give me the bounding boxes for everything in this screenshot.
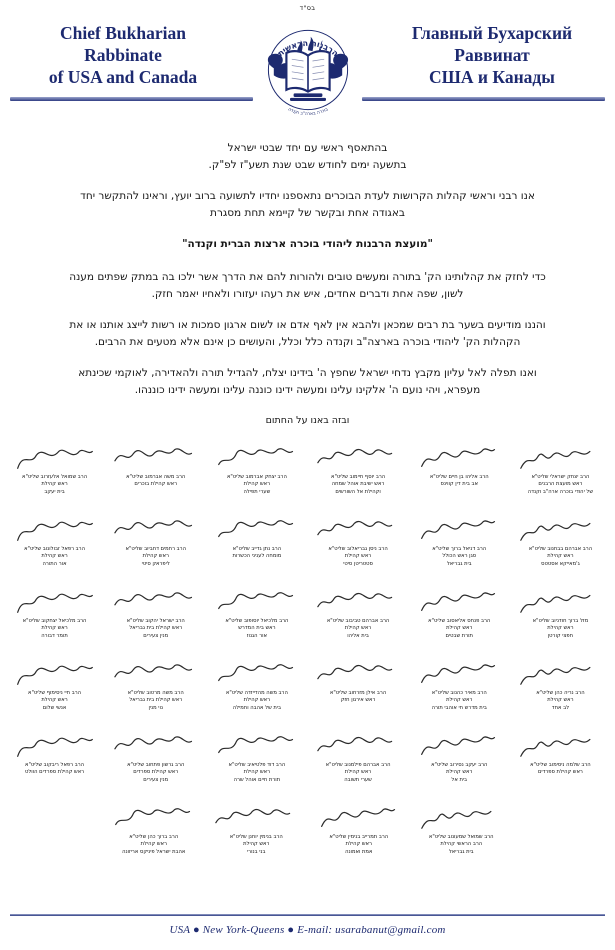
signatory-congregation: מנין צעירים bbox=[143, 776, 169, 783]
handwritten-signature bbox=[411, 510, 508, 544]
signatory-role: ראש אירגון חזק bbox=[340, 697, 376, 704]
signatory-role: ראש קהילת bbox=[547, 553, 574, 560]
signatory-congregation: חפצי קורטן bbox=[547, 632, 574, 639]
handwritten-signature bbox=[107, 582, 204, 616]
header-title-russian-line-1: Главный Бухарский bbox=[411, 23, 573, 43]
signatory-role: ראש קהילת bbox=[547, 697, 574, 704]
signature-caption bbox=[208, 618, 305, 640]
signature-block bbox=[4, 510, 105, 580]
signature-block bbox=[510, 582, 611, 652]
signatory-name: הרב רחמים דחביוב שליט"א bbox=[125, 546, 186, 552]
signature-caption bbox=[105, 834, 204, 856]
header-title-russian bbox=[377, 22, 607, 88]
footer-contact-text: USA ● New York-Queens ● E-mail: usarabanut@gmail.com bbox=[169, 924, 446, 936]
signature-block bbox=[206, 654, 307, 724]
signatory-role: ראש קהילת בוכרים bbox=[134, 481, 178, 488]
handwritten-signature bbox=[309, 582, 406, 616]
signatory-role: ראש קהילת בית גבריאל bbox=[129, 697, 183, 704]
signatory-congregation: אור התורה bbox=[42, 560, 67, 567]
signatory-name: הרב אברהם פילמנוב שליט"א bbox=[325, 762, 391, 768]
handwritten-signature bbox=[208, 510, 305, 544]
handwritten-signature bbox=[411, 438, 508, 472]
signature-caption bbox=[411, 474, 508, 489]
signatory-name: הרב רפאל זבולונוב שליט"א bbox=[24, 546, 86, 552]
signature-row bbox=[4, 726, 611, 796]
handwritten-signature bbox=[107, 438, 204, 472]
signature-caption bbox=[309, 618, 406, 640]
signatory-name: הרב חיי ניסימוף שליט"א bbox=[28, 690, 82, 696]
signatory-name: הרב נריה כהן שליט"א bbox=[536, 690, 585, 696]
handwritten-signature bbox=[412, 798, 511, 832]
signatory-congregation: אנשי שלום bbox=[42, 704, 67, 711]
signatory-role: הרב הראשי קהילת bbox=[440, 841, 483, 848]
signatory-role: ראש קהילת bbox=[243, 697, 271, 704]
seal-bottom-text: בוכרה בארה"ב וקנדה bbox=[286, 107, 329, 118]
signatory-name: הרב מלכיאל יצחקוב שליט"א bbox=[22, 618, 87, 624]
signature-block bbox=[4, 582, 105, 652]
handwritten-signature bbox=[310, 798, 409, 832]
organization-name: "מועצת הרבנות ליהודי בוכרה ארצות הברית וקנדה" bbox=[182, 238, 433, 250]
signatory-congregation: וקהילת אל השורשים bbox=[335, 488, 381, 495]
signatory-name: הרב שלמה ניסימוב שליט"א bbox=[530, 762, 591, 768]
svg-text:בוכרה בארה"ב וקנדה bbox=[286, 107, 329, 117]
signatory-congregation: תורת חיים אוהל שרה bbox=[233, 776, 281, 783]
signatory-role: ראש קהילת bbox=[142, 553, 169, 560]
header-title-english-line-1: Chief Bukharian bbox=[60, 23, 186, 43]
signature-caption bbox=[309, 546, 406, 568]
handwritten-signature bbox=[208, 726, 305, 760]
signatory-role: ראש קהילת bbox=[344, 553, 372, 560]
signature-block bbox=[409, 438, 510, 508]
signatory-congregation: לב אחד bbox=[551, 704, 570, 711]
handwritten-signature bbox=[411, 726, 508, 760]
signature-caption bbox=[411, 618, 508, 640]
header-divider-right bbox=[362, 97, 605, 101]
signature-caption bbox=[6, 546, 103, 568]
signature-caption bbox=[512, 474, 609, 496]
signatory-congregation: בית אליהו bbox=[347, 632, 369, 639]
signatory-name: הרב דוד פלטיאיב שליט"א bbox=[228, 762, 286, 768]
signatory-role: סגן ראש הכולל bbox=[442, 553, 477, 560]
signature-caption bbox=[512, 618, 609, 640]
signature-block bbox=[105, 654, 206, 724]
signatory-role: ראש ישיבת אוהל שמחה bbox=[331, 481, 385, 488]
signatory-congregation: אהבת ישראל פיניקס אריזונה bbox=[122, 848, 186, 855]
handwritten-signature bbox=[107, 654, 204, 688]
signatory-congregation: אמת ואמונה bbox=[345, 848, 373, 855]
signature-grid bbox=[0, 432, 615, 868]
signature-block bbox=[105, 438, 206, 508]
signature-caption bbox=[207, 834, 306, 856]
signature-block bbox=[409, 510, 510, 580]
signature-caption bbox=[6, 762, 103, 777]
letterhead-footer bbox=[0, 914, 615, 936]
signatory-congregation: בית אל bbox=[451, 776, 468, 783]
signatory-congregation: סטטריטן סיטי bbox=[343, 560, 373, 567]
signatory-name: הרב פנחס אליאסוב שליט"א bbox=[428, 618, 491, 624]
signature-caption bbox=[310, 834, 409, 856]
signatory-name: מזל ברוך חודניוב שליט"א bbox=[532, 618, 589, 624]
signatory-name: הרב ברוך כהן שליט"א bbox=[129, 834, 179, 840]
handwritten-signature bbox=[105, 798, 204, 832]
signature-block bbox=[4, 438, 105, 508]
signature-block bbox=[410, 798, 513, 868]
signature-block bbox=[308, 798, 411, 868]
signatory-congregation: של יהודי בוכרה ארה"ב וקנדה bbox=[527, 488, 594, 495]
signatory-name: הרב מאיר כהנוב שליט"א bbox=[431, 690, 487, 696]
signature-block bbox=[510, 726, 611, 796]
handwritten-signature bbox=[512, 510, 609, 544]
body-paragraph-5: והננו מודיעים בשער בת רבים שמכאן ולהבא אין לאף אדם או לשום ארגון סמכות או רשות לייצג אותנו או את הקהלות הק' ליהודי בוכרה בארצה"ב וקנדה כלל וכלל, והעושים כן אינם אלא מטעים את הרבים. bbox=[69, 319, 546, 348]
signatory-congregation: אור הגנוז bbox=[246, 632, 268, 639]
signatory-congregation: תומר דבורה bbox=[41, 632, 68, 639]
signatory-congregation: נוי מנין bbox=[148, 704, 163, 711]
handwritten-signature bbox=[309, 726, 406, 760]
signature-block bbox=[206, 582, 307, 652]
signature-caption bbox=[107, 474, 204, 489]
signatory-name: הרב נתן גדייב שליט"א bbox=[232, 546, 282, 552]
signature-block bbox=[307, 510, 408, 580]
signature-block bbox=[409, 654, 510, 724]
signature-caption bbox=[412, 834, 511, 856]
signatory-role: ראש קהילת bbox=[243, 769, 271, 776]
signatory-role: ראש קהילת בית גבריאל bbox=[129, 625, 183, 632]
handwritten-signature bbox=[411, 582, 508, 616]
seal-top-text: הרבנות הראשית bbox=[274, 37, 341, 59]
signature-caption bbox=[6, 618, 103, 640]
handwritten-signature bbox=[6, 510, 103, 544]
handwritten-signature bbox=[208, 654, 305, 688]
signatory-congregation: בית גבריאל bbox=[446, 560, 472, 567]
signatory-role: ראש קהילת ספרדים הוולט bbox=[25, 769, 85, 776]
handwritten-signature bbox=[6, 438, 103, 472]
bsd-marking: בס"ד bbox=[299, 4, 316, 12]
handwritten-signature bbox=[107, 726, 204, 760]
header-title-english bbox=[8, 22, 238, 88]
signatory-congregation: בית מדרש חי אוהבי תורה bbox=[431, 704, 487, 711]
signature-block bbox=[510, 510, 611, 580]
signatory-role: ראש קהילת bbox=[41, 481, 68, 488]
signatory-name: הרב גרשון פתחוב שליט"א bbox=[127, 762, 185, 768]
signature-caption bbox=[512, 546, 609, 568]
signatory-congregation: בית גבריאל bbox=[448, 848, 474, 855]
signatory-name: הרב דניאל ברוך שליט"א bbox=[432, 546, 487, 552]
signature-caption bbox=[208, 474, 305, 496]
handwritten-signature bbox=[309, 654, 406, 688]
signatory-name: הרב יצחק ישראלי שליט"א bbox=[531, 474, 590, 480]
signatory-role: ראש קהילת bbox=[41, 553, 68, 560]
signatory-role: ראש קהילת ספרדים bbox=[537, 769, 583, 776]
signatory-role: ראש קהילת bbox=[140, 841, 167, 848]
signatory-name: הרב בנימין יוחנן שליט"א bbox=[229, 834, 283, 840]
signature-block bbox=[206, 726, 307, 796]
signature-caption bbox=[107, 618, 204, 640]
signature-row bbox=[4, 798, 611, 868]
signature-block bbox=[105, 726, 206, 796]
signatory-congregation: ליפראק סיטי bbox=[141, 560, 170, 567]
signatory-congregation: שערי תשובה bbox=[344, 776, 372, 783]
signatory-name: הרב תמרייב בנימין שליט"א bbox=[329, 834, 389, 840]
handwritten-signature bbox=[107, 510, 204, 544]
signature-block bbox=[307, 654, 408, 724]
handwritten-signature bbox=[208, 438, 305, 472]
signature-caption bbox=[309, 762, 406, 784]
signature-block bbox=[510, 654, 611, 724]
signatory-name: הרב שמואל שמעונוב שליט"א bbox=[428, 834, 494, 840]
handwritten-signature bbox=[512, 582, 609, 616]
signature-block bbox=[4, 654, 105, 724]
handwritten-signature bbox=[512, 654, 609, 688]
signature-block bbox=[105, 510, 206, 580]
signature-block bbox=[4, 726, 105, 796]
signatory-name: הרב מלכיאל יוסופוב שליט"א bbox=[225, 618, 289, 624]
signatory-role: ראש מועצת הרבנים bbox=[538, 481, 583, 488]
signatory-name: הרב אברהם טביבוב שליט"א bbox=[326, 618, 390, 624]
signatory-role: ראש קהילת bbox=[243, 481, 271, 488]
signature-caption bbox=[309, 690, 406, 705]
handwritten-signature bbox=[411, 654, 508, 688]
document-body bbox=[0, 118, 615, 426]
signatory-congregation: בני בנורי bbox=[247, 848, 266, 855]
signatory-name: הרב יצחק אברמוב שליט"א bbox=[226, 474, 287, 480]
signatory-name: הרב משה מהדייזדה שליט"א bbox=[225, 690, 288, 696]
signatory-role: ראש קהילת bbox=[344, 625, 372, 632]
handwritten-signature bbox=[208, 582, 305, 616]
signature-caption bbox=[309, 474, 406, 496]
signatory-role: ראש קהילת bbox=[344, 769, 372, 776]
signatory-name: הרב אליהו בן חיים שליט"א bbox=[429, 474, 489, 480]
handwritten-signature bbox=[309, 438, 406, 472]
signature-block bbox=[409, 582, 510, 652]
signature-block bbox=[103, 798, 206, 868]
body-paragraph-6: ואנו תפלה לאל עליון מקבץ נדחי ישראל שחפץ ה' בידינו יצלח, להגדיל תורה ולהאדירה, לאוקמי שכינתא מעפרא, ויהי נועם ה' אלקינו עלינו ומעשה ידינו כוננה עלינו ומעשה ידינו כוננהו. bbox=[78, 367, 537, 396]
signatory-name: הרב משה מרטוב שליט"א bbox=[127, 690, 184, 696]
rabbinate-seal-logo bbox=[254, 16, 362, 124]
handwritten-signature bbox=[207, 798, 306, 832]
signatory-role: אב בית דין קווינס bbox=[440, 481, 478, 488]
signatory-role: ראש בית המדרש bbox=[238, 625, 276, 632]
signature-caption bbox=[411, 690, 508, 712]
signature-caption bbox=[208, 546, 305, 561]
signatory-name: הרב ישראל יהקוב שליט"א bbox=[126, 618, 185, 624]
header-title-english-line-3: of USA and Canada bbox=[48, 67, 198, 87]
signatory-role: מומחה לעניני הכשרות bbox=[232, 553, 282, 560]
signatory-role: ראש קהילת bbox=[41, 697, 68, 704]
signatory-role: ראש קהילת bbox=[345, 841, 372, 848]
signatory-congregation: שערי תפילה bbox=[243, 488, 271, 495]
signatory-name: הרב אילן מזרחוב שליט"א bbox=[329, 690, 387, 696]
signature-block bbox=[510, 438, 611, 508]
signature-caption bbox=[512, 690, 609, 712]
signatory-name: הרב יוסף חיימוב שליט"א bbox=[330, 474, 386, 480]
body-paragraph-4: כדי לחזק את קהלותינו הק' בתורה ומעשים טובים ולהורות להם את הדרך אשר ילכו בה במתק שפתים מענה לשון, שפה אחת ודברים אחדים, איש את רעהו יעזורו ולאחיו יאמר חזק. bbox=[69, 271, 546, 300]
signature-block bbox=[205, 798, 308, 868]
handwritten-signature bbox=[6, 726, 103, 760]
signatory-role: ראש קהילת bbox=[41, 625, 68, 632]
signatory-role: ראש קהילת bbox=[446, 697, 473, 704]
signature-caption bbox=[107, 762, 204, 784]
handwritten-signature bbox=[6, 582, 103, 616]
footer-divider bbox=[10, 914, 605, 916]
signature-block bbox=[105, 582, 206, 652]
signatory-role: ראש קהילת ספרדים bbox=[133, 769, 179, 776]
header-divider bbox=[0, 96, 615, 101]
signature-block bbox=[409, 726, 510, 796]
signatory-name: הרב משה אברמוב שליט"א bbox=[126, 474, 186, 480]
signature-block bbox=[307, 582, 408, 652]
signature-caption bbox=[411, 546, 508, 568]
handwritten-signature bbox=[512, 438, 609, 472]
signature-block bbox=[307, 438, 408, 508]
signatory-name: הרב אברהם בבחנוב שליט"א bbox=[528, 546, 593, 552]
signatory-congregation: ג'מאייקא אסטטס bbox=[541, 560, 580, 567]
signatory-congregation: תורת שבטים bbox=[445, 632, 473, 639]
signatory-role: ראש קהילת bbox=[547, 625, 574, 632]
handwritten-signature bbox=[512, 726, 609, 760]
signature-row bbox=[4, 654, 611, 724]
header-divider-left bbox=[10, 97, 253, 101]
signatory-congregation: מנין צעירים bbox=[143, 632, 169, 639]
signature-caption bbox=[6, 474, 103, 496]
signature-block bbox=[307, 726, 408, 796]
signatory-role: ראש קהילת bbox=[243, 841, 270, 848]
body-paragraph-2: אנו רבני וראשי קהלות הקרושות לעדת הבוכרים נתאספנו יחדיו לתשועה ברוב יועץ, וראינו להתקשר יחד באגודה אחת ובקשר של קיימא תחת מסגרת bbox=[80, 190, 535, 219]
signature-caption bbox=[411, 762, 508, 784]
signatory-congregation: בית יעקב bbox=[44, 488, 65, 495]
signature-caption bbox=[512, 762, 609, 777]
signature-caption bbox=[107, 546, 204, 568]
handwritten-signature bbox=[6, 654, 103, 688]
signatory-name: הרב ניסן גבריאלוב שליט"א bbox=[328, 546, 388, 552]
signature-block bbox=[206, 438, 307, 508]
signature-caption bbox=[208, 762, 305, 784]
signatory-name: הרב רפאל ריבקוב שליט"א bbox=[25, 762, 85, 768]
closing-line: ובזה באנו על החתום bbox=[265, 415, 350, 426]
signature-caption bbox=[6, 690, 103, 712]
signatory-name: הרב יעקב נסירוב שליט"א bbox=[431, 762, 488, 768]
header-title-russian-line-3: США и Канады bbox=[429, 67, 555, 87]
signature-caption bbox=[208, 690, 305, 712]
signatory-role: ראש קהילת bbox=[446, 625, 473, 632]
signatory-congregation: בית של אהבה וחמילה bbox=[232, 704, 281, 711]
signature-row bbox=[4, 438, 611, 508]
signature-row bbox=[4, 510, 611, 580]
signature-caption bbox=[107, 690, 204, 712]
signature-row bbox=[4, 582, 611, 652]
header-title-english-line-2: Rabbinate bbox=[84, 45, 162, 65]
signature-block bbox=[206, 510, 307, 580]
header-title-russian-line-2: Раввинат bbox=[454, 45, 530, 65]
handwritten-signature bbox=[309, 510, 406, 544]
body-paragraph-1: בהתאסף ראשי עם יחד שבטי ישראל בתשעה ימים לחודש שבט שנת תשע"ז לפ"ק. bbox=[208, 142, 407, 171]
letterhead-header bbox=[0, 0, 615, 118]
signatory-role: ראש קהילת bbox=[446, 769, 473, 776]
signatory-name: הרב שמואל אלעזרוב שליט"א bbox=[22, 474, 88, 480]
